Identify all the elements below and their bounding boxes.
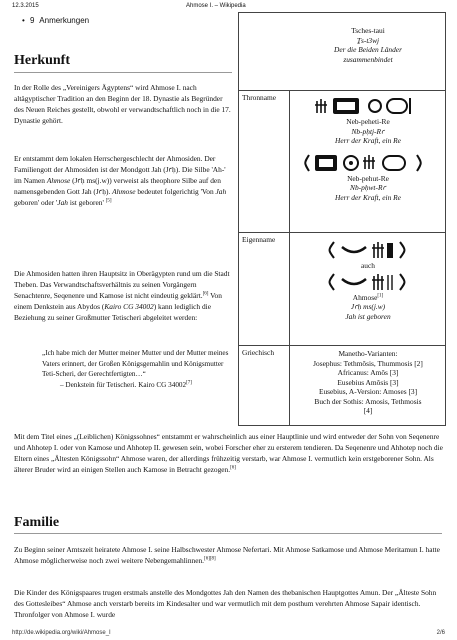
section-heading-herkunft: Herkunft [14,53,70,68]
reference-link[interactable]: [5] [105,198,112,204]
row-label: Thronname [242,93,277,102]
horus-meaning: Der die Beiden Länder [334,45,402,54]
page-number: 2/6 [436,630,445,636]
infobox [238,12,446,426]
reference-link[interactable]: [6] [230,465,236,471]
reference-link[interactable]: [6][8] [204,556,216,562]
toc-label[interactable]: Anmerkungen [39,16,90,25]
toc-item[interactable] [22,16,89,25]
paragraph: Die Kinder des Königspaares trugen erstmals anstelle des Mondgottes Jah den Namen des thebanischen Hauptgottes Amun. Der „Älteste Sohn des Gottesleibes“ Ahmose anch verstarb bereits im Kindesalter und war vermutlich mit dem posthum verehrten Ahmose Sapair identisch. Thronfolger von Ahmose I. wurde [14,588,437,619]
bullet-icon: • [22,16,25,25]
reference-link[interactable]: [7] [186,380,192,386]
page-url[interactable]: http://de.wikipedia.org/wiki/Ahmose_I [12,630,111,636]
infobox-row-griechisch: Griechisch Manetho-Varianten: Josephus: Tethmôsis, Thummosis [2] Africanus: Amôs [3] Eusebius Amôsis [3] Eusebius, A-Version: Amoses [3] Buch der Sothis: Amosis, Tethmosis [4] [239,345,445,426]
toc-number: 9 [30,16,35,25]
paragraph: Zu Beginn seiner Amtszeit heiratete Ahmose I. seine Halbschwester Ahmose Nefertari. Mit Ahmose Satkamose und Ahmose Meritamun I. hatte Ahmose möglicherweise noch zwei weitere Nebengemahlinnen.[6][8] [14,545,440,565]
hieroglyph-cartouche-icon [291,95,445,117]
paragraph: Er entstammt dem lokalen Herrschergeschlecht der Ahmosiden. Der Familiengott der Ahmosiden ist der Mondgott Jah (Jꜥḥ). Die Silbe 'Ah-' im Namen Ahmose (Jꜥḥ ms(j.w)) verweist als theophore Silbe auf den namensgebenden Gott Jah (Jꜥḥ). Ahmose bedeutet folgerichtig 'Von Jah geboren' oder 'Jah ist geboren' [5] [14,154,227,207]
horus-translit: Ṯs-t3wj [356,35,380,45]
quote-source: – Denkstein für Tetischeri. Kairo CG 34002[7] [60,380,192,389]
hieroglyph-cartouche-icon [291,239,445,261]
hieroglyph-cartouche-icon [291,271,445,293]
reference-link[interactable]: [1] [377,293,384,299]
paragraph: In der Rolle des „Vereinigers Ägyptens“ wird Ahmose I. nach altägyptischer Tradition an den Beginn der 18. Dynastie als Begründer des Neuen Reiches gestellt, obwohl er verwandtschaftlich noch in die 17. Dynastie gehört. [14,83,231,125]
infobox-row-horusname: Tsches-taui Ṯs-t3wj Der die Beiden Länder zusammenbindet [239,12,445,90]
paragraph: Die Ahmosiden hatten ihren Hauptsitz in Oberägypten rund um die Stadt Theben. Das Verwandtschaftsverhältnis zu seinen Vorgängern Senachtenre, Seqenenre und Kamose ist nicht eindeutig geklärt.[6] Von einem Denkstein aus Abydos (Kairo CG 34002) kann lediglich die Beziehung zu seiner Großmutter Tetischeri abgeleitet werden: [14,269,230,322]
print-footer [0,628,457,640]
print-title: Ahmose I. – Wikipedia [186,3,246,9]
section-heading-familie: Familie [14,515,60,530]
infobox-row-thronname: Thronname Neb-peheti-Re Nb-pḥtj-Rꜥ Herr der Kraft, ein Re Neb-pehut-Re Nb-pḥwt-Rꜥ Herr der Kraft, ein Re [239,90,445,233]
paragraph: Mit dem Titel eines „(Leiblichen) Königssohnes“ entstammt er wahrscheinlich aus einer Hauptlinie und wird entweder der Sohn von Seqenenre und Ahhotep I. oder von Kamose und Ahhotep II. gewesen sein, wobei Forscher eher zu ersterem tendieren. Da Seqenenre und Ahhotep noch die Eltern eines „Ältesten Königssohn“ Ahmose waren, der allerdings frühzeitig verstarb, war Ahmose I. vermutlich kein erstgeborener Sohn. Als älterer Bruder wird an einigen Stellen auch Kamose in Betracht gezogen.[6] [14,432,443,474]
reference-link[interactable]: [6] [202,291,209,297]
horus-name: Tsches-taui [351,26,385,35]
hieroglyph-cartouche-icon [291,152,445,174]
heading-divider [14,72,232,73]
row-label: Griechisch [242,348,275,357]
print-date: 12.3.2015 [12,3,39,9]
row-label: Eigenname [242,235,276,244]
blockquote: „Ich habe mich der Mutter meiner Mutter und der Mutter meines Vaters erinnert, der Großen Königsgemahlin und Königsmutter Teti-Scheri, der Gerechtfertigten…“ – Denkstein für Tetischeri. Kairo CG 34002[7] [42,348,232,390]
heading-divider [14,533,442,534]
infobox-row-eigenname: Eigenname auch Ahmose[1] Jꜥḥ ms(j.w) Jah ist geboren [239,232,445,346]
